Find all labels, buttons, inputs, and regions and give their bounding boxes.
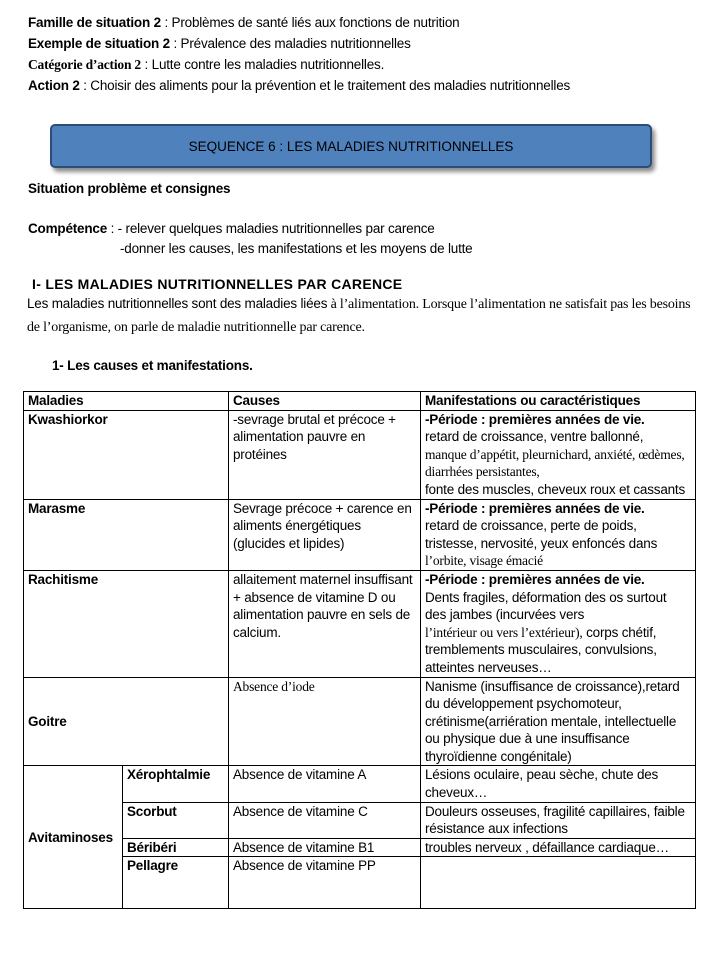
exemple-label: Exemple de situation 2 <box>28 36 170 51</box>
exemple-line <box>28 33 570 54</box>
vitamin-disease-manif <box>421 857 696 909</box>
disease-cause: -sevrage brutal et précoce + alimentation pauvre en protéines <box>229 410 421 499</box>
document-header <box>28 12 570 96</box>
competence-label: Compétence <box>28 221 108 236</box>
disease-manifestations <box>421 410 696 499</box>
manif-text-rest: corps chétif, tremblements musculaires, convulsions, atteintes nerveuses… <box>425 624 657 675</box>
action-line <box>28 75 570 96</box>
disease-name: Goitre <box>24 677 229 766</box>
situation-title: Situation problème et consignes <box>28 181 231 196</box>
disease-name: Rachitisme <box>24 570 229 677</box>
table-row <box>24 838 696 857</box>
table-row <box>24 499 696 570</box>
vitamin-disease-manif: troubles nerveux , défaillance cardiaque… <box>421 838 696 857</box>
periode-label: -Période : premières années de vie. <box>425 500 645 516</box>
manif-text: fonte des muscles, cheveux roux et cassants <box>425 481 686 497</box>
table-row <box>24 802 696 838</box>
header-causes: Causes <box>229 392 421 411</box>
vitamin-disease-cause: Absence de vitamine A <box>229 766 421 802</box>
intro-part-2: à l’alimentation. Lorsque l’alimentation ne satisfait pas les besoins de l’organisme, on parle de maladie nutritionnelle par carence. <box>27 297 691 335</box>
famille-line <box>28 12 570 33</box>
vitamin-disease-name: Xérophtalmie <box>123 766 229 802</box>
manif-text: retard de croissance, perte de poids, tristesse, nervosité, yeux enfoncés dans <box>425 518 658 551</box>
disease-cause: Sevrage précoce + carence en aliments énergétiques (glucides et lipides) <box>229 499 421 570</box>
competence-text-1: : - relever quelques maladies nutritionnelles par carence <box>107 221 435 236</box>
sequence-banner <box>50 124 652 168</box>
intro-paragraph <box>27 293 695 339</box>
table-row <box>24 857 696 909</box>
famille-text: : Problèmes de santé liés aux fonctions de nutrition <box>160 15 460 30</box>
table-header-row <box>24 392 696 411</box>
manif-text: retard de croissance, ventre ballonné, <box>425 429 644 445</box>
sequence-title: SEQUENCE 6 : LES MALADIES NUTRITIONNELLES <box>188 138 514 154</box>
vitamin-disease-cause: Absence de vitamine PP <box>229 857 421 909</box>
famille-label: Famille de situation 2 <box>28 15 161 30</box>
competence-block <box>28 219 473 259</box>
periode-label: -Période : premières années de vie. <box>425 411 645 427</box>
disease-name: Kwashiorkor <box>24 410 229 499</box>
competence-line-2: -donner les causes, les manifestations et les moyens de lutte <box>120 241 473 256</box>
table-row <box>24 677 696 766</box>
periode-label: -Période : premières années de vie. <box>425 571 645 587</box>
manif-text-serif: l’intérieur ou vers l’extérieur), <box>425 624 583 640</box>
vitamin-disease-name: Béribéri <box>123 838 229 857</box>
diseases-table <box>23 391 696 909</box>
exemple-text: : Prévalence des maladies nutritionnelles <box>169 36 411 51</box>
competence-line-1 <box>28 219 473 239</box>
categorie-label: Catégorie d’action 2 <box>28 57 141 72</box>
disease-manifestations <box>421 499 696 570</box>
section-title: I- LES MALADIES NUTRITIONNELLES PAR CARENCE <box>32 276 403 292</box>
table-row <box>24 570 696 677</box>
vitamin-disease-manif: Douleurs osseuses, fragilité capillaires, faible résistance aux infections <box>421 802 696 838</box>
manif-text <box>425 624 691 677</box>
header-maladies: Maladies <box>24 392 229 411</box>
manif-text: manque d’appétit, pleurnichard, anxiété, œdèmes, diarrhées persistantes, <box>425 446 685 480</box>
disease-manifestations: Nanisme (insuffisance de croissance),retard du développement psychomoteur, crétinisme(arriération mentale, intellectuelle ou physique due à une insuffisance thyroïdienne congénitale) <box>421 677 696 766</box>
table-row <box>24 410 696 499</box>
categorie-text: : Lutte contre les maladies nutritionnelles. <box>140 57 385 72</box>
vitamin-disease-name: Pellagre <box>123 857 229 909</box>
action-label: Action 2 <box>28 78 80 93</box>
intro-part-1: Les maladies nutritionnelles sont des maladies liées <box>27 296 328 311</box>
subsection-title: 1- Les causes et manifestations. <box>52 358 253 373</box>
vitamin-disease-cause: Absence de vitamine B1 <box>229 838 421 857</box>
disease-cause: Absence d’iode <box>229 677 421 766</box>
categorie-line <box>28 54 570 75</box>
disease-manifestations <box>421 570 696 677</box>
manif-text: Dents fragiles, déformation des os surtout des jambes (incurvées vers <box>425 589 667 623</box>
manif-text: l’orbite, visage émacié <box>425 553 543 569</box>
vitamin-disease-cause: Absence de vitamine C <box>229 802 421 838</box>
table-row <box>24 766 696 802</box>
action-text: : Choisir des aliments pour la prévention et le traitement des maladies nutritionnelles <box>79 78 571 93</box>
vitamin-disease-name: Scorbut <box>123 802 229 838</box>
vitamin-disease-manif: Lésions oculaire, peau sèche, chute des cheveux… <box>421 766 696 802</box>
disease-cause: allaitement maternel insuffisant + absence de vitamine D ou alimentation pauvre en sels de calcium. <box>229 570 421 677</box>
avitaminoses-group: Avitaminoses <box>24 766 123 909</box>
header-manifestations: Manifestations ou caractéristiques <box>421 392 696 411</box>
disease-name: Marasme <box>24 499 229 570</box>
